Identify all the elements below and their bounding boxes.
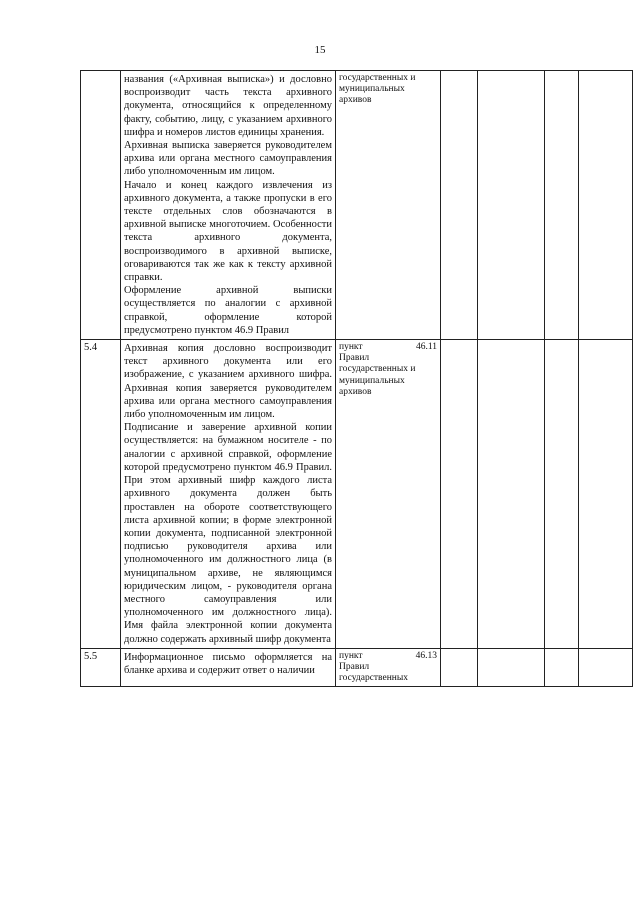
page-number: 15	[314, 44, 326, 56]
empty-cell	[545, 340, 579, 649]
empty-cell	[441, 71, 478, 340]
empty-cell	[478, 71, 545, 340]
paragraph: Архивная выписка заверяется руководителем архива или органа местного самоуправления либо уполномоченным им лицом.	[124, 140, 332, 178]
reference-label: пункт	[339, 342, 363, 353]
row-number	[81, 71, 121, 340]
row-reference	[336, 648, 441, 687]
row-number: 5.4	[81, 340, 121, 649]
paragraph: названия («Архивная выписка») и дословно воспроизводит часть текста архивного документа, относящийся к определенному факту, событию, лицу, с указанием архивного шифра и номеров листов единицы хранения.	[124, 74, 332, 138]
paragraph: Начало и конец каждого извлечения из архивного документа, а также пропуски в его тексте отдельных слов обозначаются в архивной выписке многоточием. Особенности текста архивного документа, воспроизводимого в архивной выписке, оговариваются так же как к тексту архивной справки.	[124, 179, 332, 284]
row-number: 5.5	[81, 648, 121, 687]
row-description	[121, 648, 336, 687]
regulation-table	[80, 70, 633, 687]
reference-text: Правил государственных	[339, 661, 409, 684]
paragraph: Архивная копия дословно воспроизводит текст архивного документа или его изображение, с указанием архивного шифра. Архивная копия заверяется руководителем архива или органа местного самоуправления либо уполномоченным им лицом.	[124, 343, 332, 421]
reference-head	[339, 651, 437, 662]
row-reference	[336, 340, 441, 649]
reference-text: Правил государственных и муниципальных архивов	[339, 353, 416, 397]
empty-cell	[579, 340, 633, 649]
paragraph: Подписание и заверение архивной копии осуществляется: на бумажном носителе - по аналогии с архивной справкой, оформление которой предусмотрено пунктом 46.9 Правил. При этом архивный шифр каждого листа архивного документа должен быть проставлен на обороте соответствующего листа архивной копии; в форме электронной копии документа, подписанной электронной подписью руководителя архива или уполномоченного им должностного лица (в муниципальном архиве, не являющимся юридическим лицом, - руководителя органа местного самоуправления или уполномоченного им должностного лица). Имя файла электронной копии документа должно содержать архивный шифр документа	[124, 422, 332, 645]
empty-cell	[441, 648, 478, 687]
empty-cell	[478, 340, 545, 649]
empty-cell	[478, 648, 545, 687]
empty-cell	[545, 648, 579, 687]
paragraph: Информационное письмо оформляется на бланке архива и содержит ответ о наличии	[124, 651, 332, 676]
reference-number: 46.13	[415, 650, 437, 661]
table-row	[81, 340, 633, 649]
paragraph: Оформление архивной выписки осуществляется по аналогии с архивной справкой, оформление которой предусмотрено пунктом 46.9 Правил	[124, 285, 332, 336]
reference-number: 46.11	[415, 342, 437, 353]
empty-cell	[579, 648, 633, 687]
empty-cell	[579, 71, 633, 340]
reference-head	[339, 342, 437, 353]
row-description	[121, 340, 336, 649]
row-reference	[336, 71, 441, 340]
empty-cell	[545, 71, 579, 340]
reference-label: пункт	[339, 650, 363, 661]
table-row	[81, 71, 633, 340]
empty-cell	[441, 340, 478, 649]
table-row	[81, 648, 633, 687]
reference-text: государственных и муниципальных архивов	[339, 73, 416, 106]
row-description	[121, 71, 336, 340]
